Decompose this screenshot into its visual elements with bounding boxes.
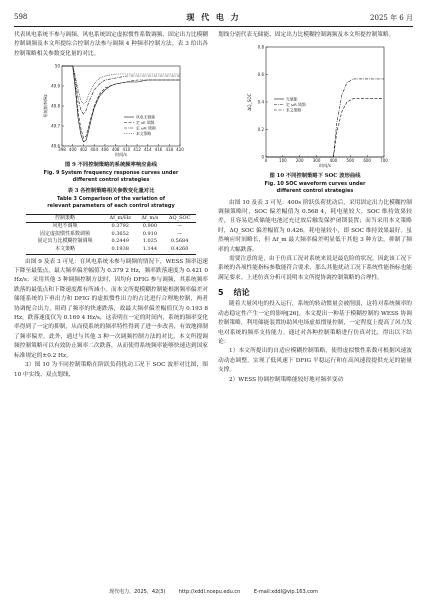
legend-label: 定 vE 调频 (136, 120, 155, 126)
series-line (62, 66, 180, 114)
y-tick-label: 0 (261, 154, 264, 160)
legend-label: 定 ωR 调频 (286, 102, 306, 108)
x-tick-label: 406 (101, 147, 109, 153)
table-3-caption-en-1: Table 3 Comparison of the variation of (56, 195, 165, 202)
table-header-cell: ΔQ_SOC (168, 214, 191, 221)
table-cell: 0.3652 (111, 230, 129, 237)
table-header-cell: Δf_m/s (141, 214, 159, 221)
legend-label: 定 ωR 调频 (136, 125, 156, 131)
table-cell: — (177, 230, 183, 237)
x-tick-label: 402 (79, 147, 88, 153)
figure-10-caption-en-2: different control strategies (276, 188, 354, 195)
y-tick-label: 49.7 (51, 123, 60, 129)
x-tick-label: 410 (122, 147, 131, 153)
x-axis-label: 时间/s (115, 152, 127, 158)
legend-label: 无储能 (286, 96, 298, 102)
legend-label: 本文策略 (136, 131, 152, 137)
left-column (14, 31, 208, 380)
paragraph: 由图 10 及表 3 可见：400s 阶跃负荷扰动后，采用固定出力比模糊控制调频策略时，SOC 偏差幅值为 0.568 4，耗电量较大，SOC 维持效果较差，且容易造成储能电池过充过放后触发保护闭锁装置；而当采用本文策略时，ΔQ_SOC 偏差幅值为 0.426，耗电量较小，即 SOC 维持效果最好。虽然响应时间略长，但 Δf_m 最大频率偏差明显低于其他 3 种方法，抑制了频率的大幅跌落。 (218, 199, 412, 253)
page-footer (0, 588, 427, 595)
journal-title: 现 代 电 力 (186, 12, 241, 22)
table-header-row (26, 214, 196, 223)
table-cell: 固定出力比模糊控制调频 (37, 238, 93, 245)
x-tick-label: 700 (380, 158, 388, 164)
figure-10-soc-chart (240, 43, 390, 173)
figure-10-caption-cn: 图 10 不同控制策略下 SOC 波形曲线 (269, 173, 361, 180)
footer-journal: 现代电力，2025，42(3) (109, 589, 166, 595)
x-tick-label: 416 (154, 147, 163, 153)
table-row (26, 238, 196, 246)
paragraph: 随着大量风电的投入运行，系统的转动惯量会被削弱，这将对系统频率的动态稳定性产生一定的影响[26]。本文提出一种基于模糊控制的 WESS 协调控制策略，利用储能装置协助风电场虚拟惯量控制，一定程度上提高了风力发电对系统的频率支持能力。通过对各种控制策略进行仿真对比，得出以下结论： (218, 301, 412, 345)
paragraph: 需要注意的是，由于仿真工况对系统来说是最危险的状况，因此该工况下系统的各项性能指标参数能符合要求，那么其他扰动工况下系统性能指标也能满足要求。上述仿真分析可说明本文所提协调控制策略的合理性。 (218, 256, 412, 281)
table-row (26, 246, 196, 254)
chart-legend (124, 115, 156, 136)
table-header-cell: 控制策略 (54, 214, 75, 221)
table-cell: 1.144 (142, 246, 158, 253)
y-tick-label: 0.8 (257, 44, 264, 50)
y-axis-label: 系统频率/Hz (43, 94, 48, 118)
plot-frame (62, 66, 180, 146)
table-cell: 1.025 (142, 238, 158, 245)
x-tick-label: 100 (279, 158, 287, 164)
x-tick-label: 408 (111, 147, 120, 153)
header-rule (14, 26, 413, 27)
paragraph: 由图 9 及表 3 可见：在风电系统未参与调频的情况下，WESS 频率迅速下降至最低点，最大频率偏差幅值为 0.379 2 Hz，频率跌落速度为 0.421 0 Hz/s；采用其他 3 种调频控制方法时，因均有 DFIG 参与调频，其系统频率跌落的最低点和下降速度都有所减小。而本文所提模糊控制能根据频率偏差对储能系统的下垂出力和 DFIG 的虚拟惯性出力的占比进行合理地控制，两者协调配合出力，阻碍了频率的快速跌落，故最大频率偏差幅值仅为 0.193 8 Hz，跌落速度仅为 0.169 4 Hz/s，这表明在一定的时间内，系统的频率变化率得到了一定的抑制，从而使系统的频率特性得到了进一步改善，有效地抑制了频率偏差。此外，通过与其他 3 种一次调频控制方法的对比，本文所提调频控制策略可以有效防止频率二次跌落，从而使得系统频率能够快速达到国家标准规定的±0.2 Hz。 (14, 258, 208, 359)
section-number: 5 (218, 288, 224, 298)
table-cell: 0.910 (142, 230, 158, 237)
x-tick-label: 420 (176, 147, 184, 153)
legend-label: 风电无调频 (136, 114, 155, 120)
plot-frame (266, 47, 384, 157)
y-tick-label: 49.6 (51, 143, 60, 149)
x-tick-label: 418 (165, 147, 174, 153)
y-axis-label: ΔQ_SOC (247, 93, 252, 111)
chart-legend (274, 97, 306, 113)
table-header-cell: Δf_m/Hz (109, 214, 131, 221)
x-tick-label: 414 (143, 147, 152, 153)
paragraph: 划线分别代表无储能、固定出力比模糊控制调频及本文所提控制策略。 (218, 32, 395, 38)
paragraph: 代表风电系统不参与调频、风电系统固定虚拟惯性系数调频、固定出力比模糊控制调频及本文所提综合控制方法参与调频 4 种频率控制方法。表 3 给出各控制策略相关参数变化量的对比。 (14, 32, 208, 57)
y-tick-label: 0.2 (257, 127, 264, 133)
table-cell: 本文策略 (54, 246, 75, 253)
y-tick-label: 49.9 (51, 83, 60, 89)
paragraph: 3）图 10 为不同控制策略在阶跃负荷扰动工况下 SOC 波形对比图，图 10 中实线、双点划线、 (14, 362, 208, 378)
y-tick-label: 49.8 (51, 103, 60, 109)
table-cell: 风电不调频 (52, 223, 78, 230)
y-tick-label: 0.6 (257, 72, 264, 78)
x-tick-label: 412 (133, 147, 141, 153)
table-cell: 0.5684 (170, 238, 189, 245)
x-tick-label: 400 (329, 158, 338, 164)
figure-9-caption-en-2: different control strategies (72, 177, 150, 184)
series-line (266, 79, 384, 157)
table-cell: 0.1938 (111, 246, 129, 253)
table-cell: 固定虚拟惯性系数调频 (39, 230, 90, 237)
table-3 (26, 214, 196, 255)
table-cell: 0.2449 (111, 238, 129, 245)
figure-9-caption-en-1: Fig. 9 System frequency response curves under (43, 169, 179, 176)
legend-label: 本文策略 (286, 107, 302, 113)
y-tick-label: 0.4 (257, 99, 264, 105)
table-cell: 0.900 (142, 223, 158, 230)
section-heading (218, 286, 412, 299)
series-line (62, 66, 180, 104)
x-tick-label: 200 (295, 158, 304, 164)
paragraph: 2）WESS 协调控制策略能较好地对频率变动 (229, 376, 344, 383)
x-tick-label: 398 (58, 147, 66, 153)
table-row (26, 223, 196, 231)
issue-date: 2025 年 6 月 (370, 14, 413, 22)
x-tick-label: 500 (346, 158, 355, 164)
x-axis-label: 时间/s (319, 163, 331, 169)
series-line (266, 96, 384, 158)
page-number: 598 (14, 13, 28, 21)
figure-9-frequency-chart (36, 62, 186, 162)
right-column (218, 31, 412, 385)
footer-url[interactable]: http://xddl.ncepu.edu.cn (178, 589, 241, 595)
figure-9-caption-cn: 图 9 不同控制策略的系统频率响应曲线 (64, 162, 158, 169)
section-title: 结论 (233, 288, 250, 298)
figure-10-caption-en-1: Fig. 10 SOC waveform curves under (264, 180, 366, 187)
table-cell: — (177, 223, 183, 230)
paragraph: 1）本文所提出的自适应模糊控制策略，使得虚拟惯性系数可根据风速波动动态调整，实现了低风速下 DFIG 平稳运行和在高风速段提供充足的能量支撑。 (218, 348, 412, 374)
table-cell: 0.3792 (111, 223, 129, 230)
x-tick-label: 600 (363, 158, 371, 164)
table-3-caption-cn: 表 3 各控制策略相关参数变化量对比 (67, 188, 155, 195)
x-tick-label: 400 (68, 147, 77, 153)
x-tick-label: 404 (90, 147, 99, 153)
x-tick-label: 0 (264, 158, 268, 164)
table-3-caption-en-2: relevant parameters of each control strategy (47, 203, 175, 210)
table-cell: 0.4260 (170, 246, 189, 253)
y-tick-label: 50 (54, 63, 60, 69)
footer-email[interactable]: E-mail:xddl@vip.163.com (253, 589, 318, 595)
x-tick-label: 300 (312, 158, 321, 164)
page-header (14, 10, 413, 26)
